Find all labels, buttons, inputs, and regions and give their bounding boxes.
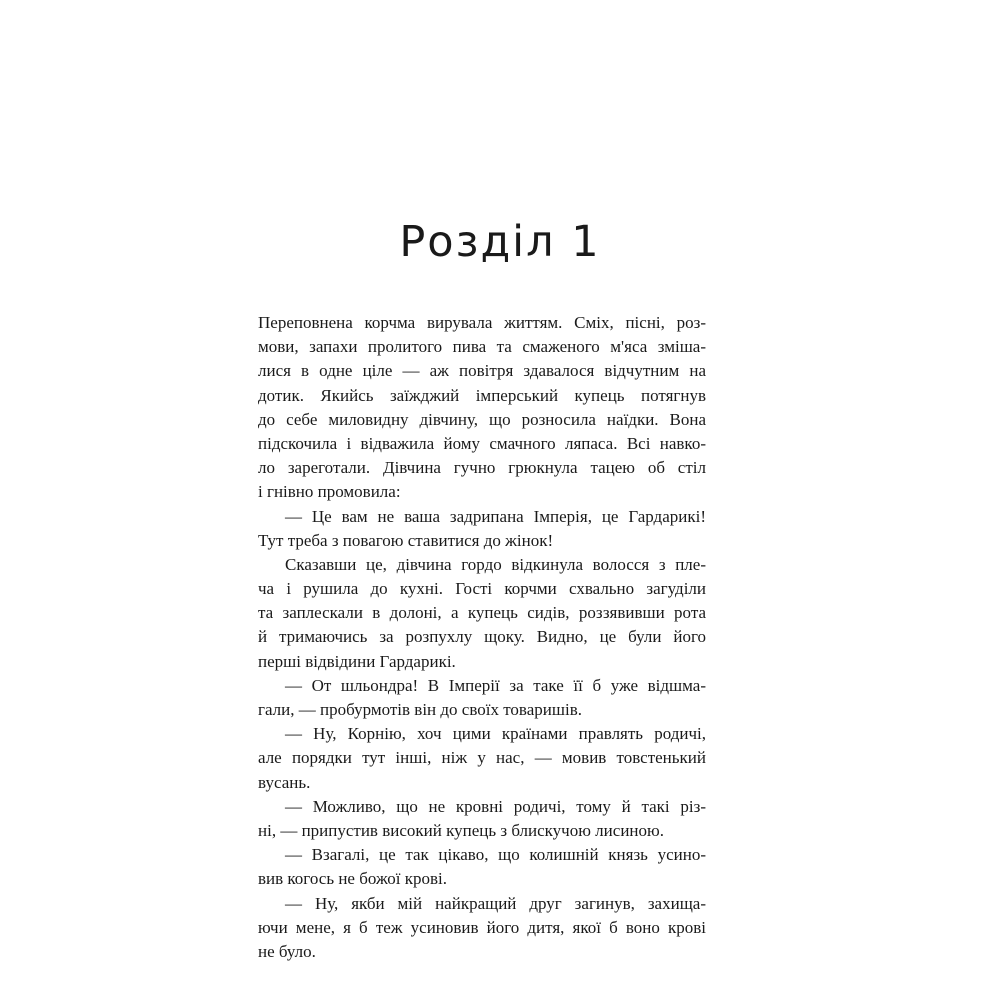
text-line: та заплескали в долоні, а купець сидів, роззявивши рота — [258, 603, 706, 623]
chapter-title: Розділ 1 — [399, 217, 601, 267]
text-line: але порядки тут інші, ніж у нас, — мовив товстенький — [258, 748, 706, 768]
text-line: — Ну, якби мій найкращий друг загинув, захища- — [285, 893, 706, 913]
text-line: мови, запахи пролитого пива та смаженого м'яса зміша- — [258, 337, 706, 357]
text-line: — Взагалі, це так цікаво, що колишній князь усино- — [285, 845, 706, 865]
text-line: ло зареготали. Дівчина гучно грюкнула тацею об стіл — [258, 458, 706, 478]
text-line: ні, — припустив високий купець з блискучою лисиною. — [258, 820, 664, 840]
text-line: і гнівно промовила: — [258, 482, 401, 502]
text-line: дотик. Якийсь заїжджий імперський купець потягнув — [258, 385, 706, 405]
text-line: ча і рушила до кухні. Гості корчми схвально загуділи — [258, 579, 706, 599]
text-line: й тримаючись за розпухлу щоку. Видно, це були його — [258, 627, 706, 647]
text-line: — От шльондра! В Імперії за таке її б уже відшма- — [285, 675, 706, 695]
text-line: ючи мене, я б теж усиновив його дитя, якої б воно крові — [258, 917, 706, 937]
text-line: Сказавши це, дівчина гордо відкинула волосся з пле- — [285, 554, 706, 574]
text-line: лися в одне ціле — аж повітря здавалося відчутним на — [258, 361, 706, 381]
text-line: гали, — пробурмотів він до своїх товаришів. — [258, 700, 582, 719]
chapter-body-text — [258, 311, 706, 964]
text-line: не було. — [258, 941, 316, 961]
text-line: до себе миловидну дівчину, що розносила наїдки. Вона — [258, 409, 706, 429]
text-line: — Це вам не ваша задрипана Імперія, це Гардарикі! — [285, 506, 706, 526]
text-line: перші відвідини Гардарикі. — [258, 651, 456, 671]
text-line: — Ну, Корнію, хоч цими країнами правлять родичі, — [285, 724, 706, 744]
text-line: — Можливо, що не кровні родичі, тому й такі різ- — [285, 796, 706, 816]
text-line: підскочила і відважила йому смачного ляпаса. Всі навко- — [258, 433, 706, 453]
text-line: вив когось не божої крові. — [258, 869, 447, 889]
text-line: вусань. — [258, 772, 311, 792]
text-line: Тут треба з повагою ставитися до жінок! — [258, 530, 554, 550]
text-line: Переповнена корчма вирувала життям. Сміх, пісні, роз- — [258, 313, 706, 332]
